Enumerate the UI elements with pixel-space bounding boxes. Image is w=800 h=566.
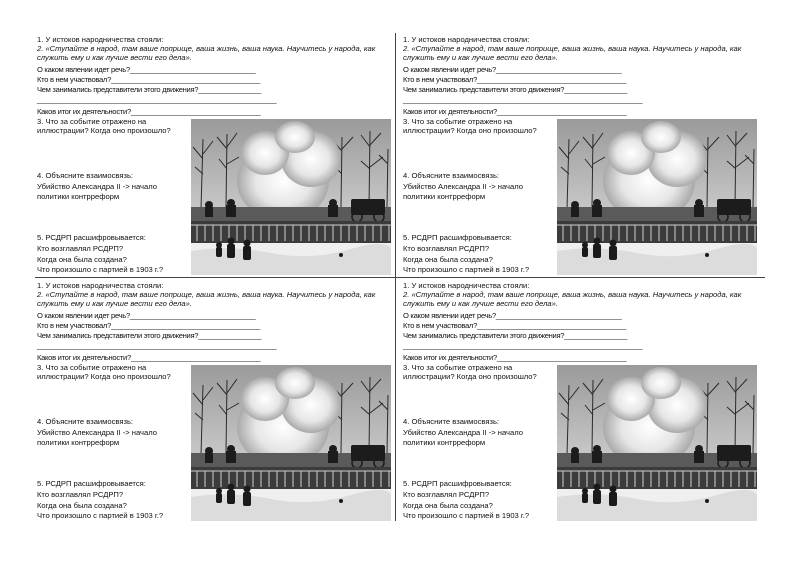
question-2-phenomenon: О каком явлении идет речь?________________________________ — [37, 311, 256, 320]
question-2-blank-line: _____________________________________________________________ — [37, 341, 277, 350]
question-2-result: Каков итог их деятельности?_________________________________ — [403, 353, 627, 362]
question-3-line-2: иллюстрации? Когда оно произошло? — [403, 372, 537, 381]
worksheet-card-bottom-left — [35, 279, 391, 521]
question-2-quote: 2. «Ступайте в народ, там ваше поприще, ваша жизнь, ваша наука. Научитесь у народа, как — [403, 44, 742, 53]
question-3-line-1: 3. Что за событие отражено на — [403, 363, 513, 372]
illustration-explosion-engraving — [557, 119, 757, 275]
illustration-explosion-engraving — [191, 119, 391, 275]
question-5-leader: Кто возглавлял РСДРП? — [403, 490, 490, 499]
question-2-quote: 2. «Ступайте в народ, там ваше поприще, ваша жизнь, ваша наука. Научитесь у народа, как — [403, 290, 742, 299]
question-2-activities: Чем занимались представители этого движения?________________ — [403, 85, 628, 94]
question-4-title: 4. Объясните взаимосвязь: — [37, 171, 134, 180]
worksheet-card-top-right — [401, 33, 757, 275]
question-4-line-2: политики контрреформ — [37, 438, 120, 447]
question-2-quote-continued: служить ему и как лучше вести его дела». — [37, 299, 192, 308]
question-4-line-2: политики контрреформ — [403, 438, 486, 447]
question-1-title: 1. У истоков народничества стояли: — [37, 35, 164, 44]
question-2-activities: Чем занимались представители этого движения?________________ — [37, 85, 262, 94]
question-2-participants: Кто в нем участвовал?______________________________________ — [403, 321, 627, 330]
horizontal-cut-line — [35, 277, 765, 278]
question-4-line-1: Убийство Александра II -> начало — [403, 182, 523, 191]
question-3-line-1: 3. Что за событие отражено на — [37, 363, 147, 372]
question-5-founded: Когда она была создана? — [37, 501, 127, 510]
question-5-title: 5. РСДРП расшифровывается: — [403, 233, 512, 242]
question-5-1903: Что произошло с партией в 1903 г.? — [403, 265, 530, 274]
question-3-line-2: иллюстрации? Когда оно произошло? — [37, 126, 171, 135]
question-2-quote-continued: служить ему и как лучше вести его дела». — [403, 53, 558, 62]
question-4-title: 4. Объясните взаимосвязь: — [403, 417, 500, 426]
question-2-participants: Кто в нем участвовал?______________________________________ — [403, 75, 627, 84]
question-5-founded: Когда она была создана? — [37, 255, 127, 264]
question-3-line-1: 3. Что за событие отражено на — [37, 117, 147, 126]
question-3-line-2: иллюстрации? Когда оно произошло? — [37, 372, 171, 381]
question-5-founded: Когда она была создана? — [403, 501, 493, 510]
question-2-blank-line: _____________________________________________________________ — [403, 341, 643, 350]
question-2-blank-line: _____________________________________________________________ — [37, 95, 277, 104]
question-2-quote-continued: служить ему и как лучше вести его дела». — [37, 53, 192, 62]
question-2-blank-line: _____________________________________________________________ — [403, 95, 643, 104]
question-4-line-1: Убийство Александра II -> начало — [403, 428, 523, 437]
question-2-result: Каков итог их деятельности?_________________________________ — [37, 107, 261, 116]
question-2-quote: 2. «Ступайте в народ, там ваше поприще, ваша жизнь, ваша наука. Научитесь у народа, как — [37, 44, 376, 53]
worksheet-card-bottom-right — [401, 279, 757, 521]
question-5-leader: Кто возглавлял РСДРП? — [37, 244, 124, 253]
question-4-line-1: Убийство Александра II -> начало — [37, 182, 157, 191]
question-5-founded: Когда она была создана? — [403, 255, 493, 264]
worksheet-card-top-left — [35, 33, 391, 275]
question-2-result: Каков итог их деятельности?_________________________________ — [37, 353, 261, 362]
question-4-line-1: Убийство Александра II -> начало — [37, 428, 157, 437]
question-5-1903: Что произошло с партией в 1903 г.? — [37, 511, 164, 520]
question-2-activities: Чем занимались представители этого движения?________________ — [403, 331, 628, 340]
question-3-line-1: 3. Что за событие отражено на — [403, 117, 513, 126]
question-5-leader: Кто возглавлял РСДРП? — [37, 490, 124, 499]
question-5-title: 5. РСДРП расшифровывается: — [37, 233, 146, 242]
question-4-title: 4. Объясните взаимосвязь: — [403, 171, 500, 180]
question-2-participants: Кто в нем участвовал?______________________________________ — [37, 321, 261, 330]
question-5-title: 5. РСДРП расшифровывается: — [37, 479, 146, 488]
illustration-explosion-engraving — [191, 365, 391, 521]
question-4-line-2: политики контрреформ — [403, 192, 486, 201]
question-2-result: Каков итог их деятельности?_________________________________ — [403, 107, 627, 116]
illustration-explosion-engraving — [557, 365, 757, 521]
question-1-title: 1. У истоков народничества стояли: — [403, 35, 530, 44]
question-2-phenomenon: О каком явлении идет речь?________________________________ — [403, 65, 622, 74]
question-2-activities: Чем занимались представители этого движения?________________ — [37, 331, 262, 340]
question-5-leader: Кто возглавлял РСДРП? — [403, 244, 490, 253]
question-4-line-2: политики контрреформ — [37, 192, 120, 201]
question-2-phenomenon: О каком явлении идет речь?________________________________ — [403, 311, 622, 320]
question-2-quote: 2. «Ступайте в народ, там ваше поприще, ваша жизнь, ваша наука. Научитесь у народа, как — [37, 290, 376, 299]
question-3-line-2: иллюстрации? Когда оно произошло? — [403, 126, 537, 135]
question-5-1903: Что произошло с партией в 1903 г.? — [37, 265, 164, 274]
question-4-title: 4. Объясните взаимосвязь: — [37, 417, 134, 426]
question-1-title: 1. У истоков народничества стояли: — [37, 281, 164, 290]
question-2-quote-continued: служить ему и как лучше вести его дела». — [403, 299, 558, 308]
question-1-title: 1. У истоков народничества стояли: — [403, 281, 530, 290]
question-5-1903: Что произошло с партией в 1903 г.? — [403, 511, 530, 520]
worksheet-sheet — [35, 33, 765, 521]
question-2-phenomenon: О каком явлении идет речь?________________________________ — [37, 65, 256, 74]
question-2-participants: Кто в нем участвовал?______________________________________ — [37, 75, 261, 84]
question-5-title: 5. РСДРП расшифровывается: — [403, 479, 512, 488]
